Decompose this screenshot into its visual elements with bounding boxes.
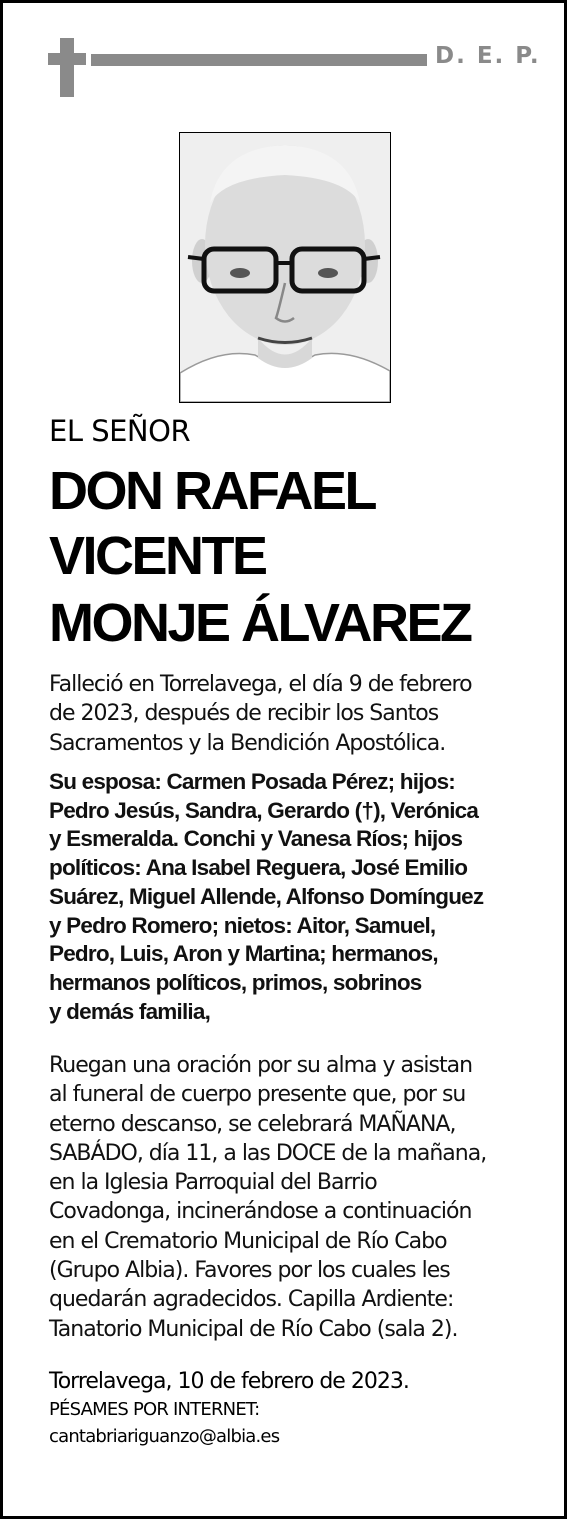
- text-line: y Pedro Romero; nietos: Aitor, Samuel,: [49, 912, 436, 938]
- cross-icon-horizontal: [48, 53, 86, 65]
- text-line: en la Iglesia Parroquial del Barrio: [49, 1170, 377, 1196]
- text-line: y demás familia,: [49, 998, 211, 1024]
- death-notice-paragraph: [49, 670, 529, 758]
- text-line: Pedro Jesús, Sandra, Gerardo (†), Verónica: [49, 797, 479, 823]
- text-line: SABÁDO, día 11, a las DOCE de la mañana,: [49, 1140, 487, 1166]
- text-line: quedarán agradecidos. Capilla Ardiente:: [49, 1287, 454, 1313]
- portrait-photo: [179, 132, 391, 403]
- text-line: Tanatorio Municipal de Río Cabo (sala 2).: [49, 1316, 458, 1342]
- name-line: DON RAFAEL: [49, 461, 375, 521]
- text-line: Su esposa: Carmen Posada Pérez; hijos:: [49, 769, 455, 794]
- family-paragraph: [49, 768, 539, 1026]
- text-line: Ruegan una oración por su alma y asistan: [49, 1053, 473, 1078]
- name-line: VICENTE: [49, 526, 266, 586]
- text-line: hermanos políticos, primos, sobrinos: [49, 969, 422, 995]
- text-line: Covadonga, incinerándose a continuación: [49, 1199, 472, 1225]
- portrait-illustration: [180, 133, 390, 402]
- cross-icon-vertical: [60, 38, 74, 97]
- text-line: de 2023, después de recibir los Santos: [49, 701, 439, 727]
- dep-label: D. E. P.: [435, 43, 541, 69]
- place-date: Torrelavega, 10 de febrero de 2023.: [49, 1369, 409, 1394]
- text-line: eterno descanso, se celebrará MAÑANA,: [49, 1111, 456, 1137]
- text-line: Pedro, Luis, Aron y Martina; hermanos,: [49, 941, 438, 967]
- text-line: Suárez, Miguel Allende, Alfonso Domínguez: [49, 883, 484, 909]
- name-line: MONJE ÁLVAREZ: [49, 593, 471, 653]
- text-line: políticos: Ana Isabel Reguera, José Emilio: [49, 855, 468, 881]
- text-line: Sacramentos y la Bendición Apostólica.: [49, 730, 446, 756]
- funeral-paragraph: [49, 1051, 529, 1344]
- condolences-label: PÉSAMES POR INTERNET:: [49, 1399, 260, 1420]
- header-rule: [91, 54, 427, 66]
- condolences-email[interactable]: cantabriariguanzo@albia.es: [49, 1426, 280, 1447]
- honorific: EL SEÑOR: [49, 414, 191, 448]
- text-line: y Esmeralda. Conchi y Vanesa Ríos; hijos: [49, 826, 463, 852]
- text-line: (Grupo Albia). Favores por los cuales les: [49, 1258, 450, 1284]
- text-line: al funeral de cuerpo presente que, por su: [49, 1082, 466, 1108]
- text-line: en el Crematorio Municipal de Río Cabo: [49, 1228, 447, 1254]
- text-line: Falleció en Torrelavega, el día 9 de febrero: [49, 672, 472, 697]
